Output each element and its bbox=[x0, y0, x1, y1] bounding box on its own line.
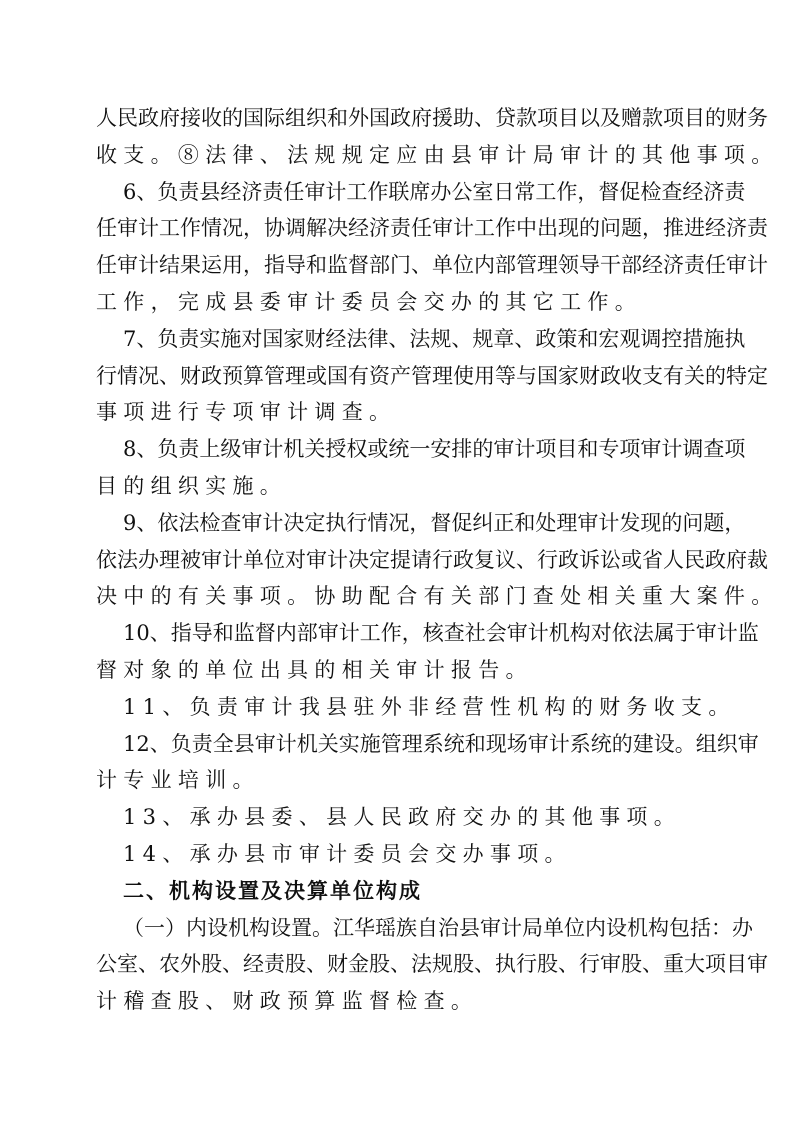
text-line: 督对象的单位出具的相关审计报告。 bbox=[96, 657, 533, 682]
paragraph bbox=[96, 836, 701, 873]
text-line: 收支。⑧法律、法规规定应由县审计局审计的其他事项。 bbox=[96, 142, 779, 167]
text-line: 二、机构设置及决算单位构成 bbox=[123, 878, 422, 903]
paragraph bbox=[96, 174, 768, 321]
text-line: 12、负责全县审计机关实施管理系统和现场审计系统的建设。组织审 bbox=[123, 731, 759, 756]
paragraph bbox=[96, 505, 779, 615]
text-line: 决中的有关事项。协助配合有关部门查处相关重大案件。 bbox=[96, 584, 779, 609]
paragraph bbox=[96, 910, 768, 1020]
text-line: 目的组织实施。 bbox=[96, 473, 288, 498]
text-line: 11、负责审计我县驻外非经营性机构的财务收支。 bbox=[123, 694, 736, 719]
text-line: 6、负责县经济责任审计工作联席办公室日常工作，督促检查经济责 bbox=[123, 179, 746, 204]
text-line: 10、指导和监督内部审计工作，核查社会审计机构对依法属于审计监 bbox=[123, 621, 759, 646]
paragraph bbox=[96, 100, 779, 174]
text-line: 9、依法检查审计决定执行情况，督促纠正和处理审计发现的问题， bbox=[123, 510, 746, 535]
text-line: 计专业培训。 bbox=[96, 768, 260, 793]
text-line: 8、负责上级审计机关授权或统一安排的审计项目和专项审计调查项 bbox=[123, 437, 746, 462]
text-line: 事项进行专项审计调查。 bbox=[96, 400, 397, 425]
paragraph bbox=[96, 321, 768, 431]
text-line: 13、承办县委、县人民政府交办的其他事项。 bbox=[123, 805, 682, 830]
text-line: 计稽查股、财政预算监督检查。 bbox=[96, 989, 479, 1014]
text-line: （一）内设机构设置。江华瑶族自治县审计局单位内设机构包括：办 bbox=[123, 915, 753, 940]
text-line: 依法办理被审计单位对审计决定提请行政复议、行政诉讼或省人民政府裁 bbox=[96, 547, 768, 572]
document-page bbox=[96, 100, 779, 1020]
text-line: 任审计工作情况，协调解决经济责任审计工作中出现的问题，推进经济责 bbox=[96, 216, 768, 241]
text-line: 任审计结果运用，指导和监督部门、单位内部管理领导干部经济责任审计 bbox=[96, 253, 768, 278]
section-heading bbox=[96, 873, 701, 910]
text-line: 工作，完成县委审计委员会交办的其它工作。 bbox=[96, 289, 642, 314]
paragraph bbox=[96, 726, 759, 800]
paragraph bbox=[96, 615, 759, 689]
paragraph bbox=[96, 431, 746, 505]
text-line: 14、承办县市审计委员会交办事项。 bbox=[123, 841, 572, 866]
text-line: 公室、农外股、经责股、财金股、法规股、执行股、行审股、重大项目审 bbox=[96, 952, 768, 977]
paragraph bbox=[96, 799, 701, 836]
text-line: 7、负责实施对国家财经法律、法规、规章、政策和宏观调控措施执 bbox=[123, 326, 746, 351]
paragraph bbox=[96, 689, 736, 726]
text-line: 行情况、财政预算管理或国有资产管理使用等与国家财政收支有关的特定 bbox=[96, 363, 768, 388]
text-line: 人民政府接收的国际组织和外国政府援助、贷款项目以及赠款项目的财务 bbox=[96, 106, 768, 130]
